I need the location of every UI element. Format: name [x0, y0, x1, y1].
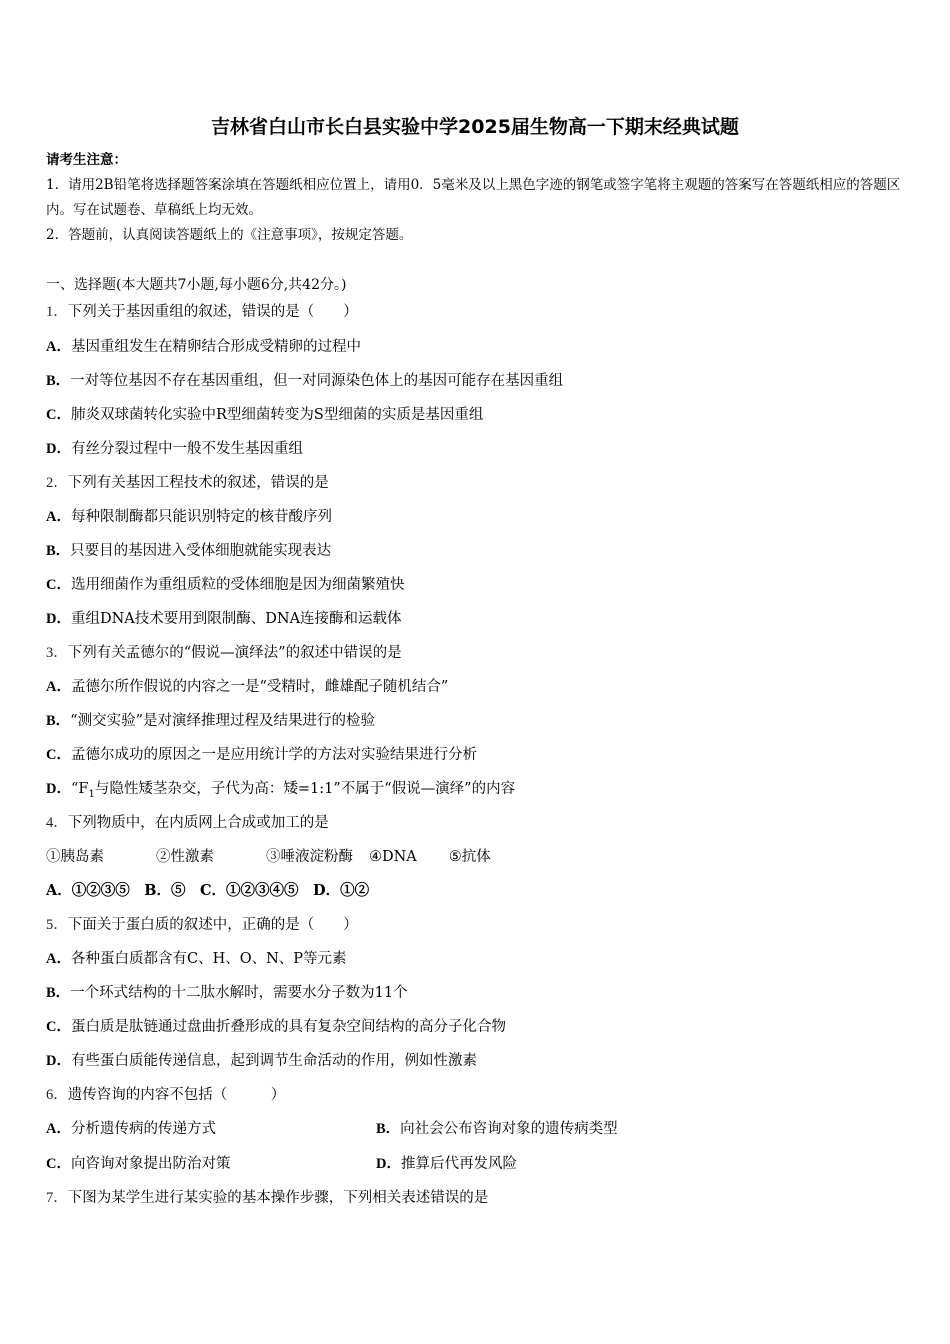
notice-item-1: 1．请用2B铅笔将选择题答案涂填在答题纸相应位置上，请用0．5毫米及以上黑色字迹的钢笔或签字笔将主观题的答案写在答题纸相应的答题区内。写在试题卷、草稿纸上均无效。 [46, 177, 901, 218]
option-text: 蛋白质是肽链通过盘曲折叠形成的具有复杂空间结构的高分子化合物 [70, 1019, 506, 1035]
question-number: 2． [46, 475, 68, 491]
item-3: ③唾液淀粉酶 [266, 849, 353, 865]
question-3 [46, 641, 402, 662]
option-label: B． [46, 543, 71, 559]
option-label: B． [46, 985, 71, 1001]
question-2 [46, 471, 329, 492]
option-3a [46, 675, 448, 696]
question-stem: 下面关于蛋白质的叙述中，正确的是（ ） [67, 917, 358, 933]
option-label: D． [46, 1053, 71, 1069]
option-text: 每种限制酶都只能识别特定的核苷酸序列 [70, 509, 332, 525]
question-stem: 遗传咨询的内容不包括（ ） [67, 1087, 286, 1103]
document-title: 吉林省白山市长白县实验中学2025届生物高一下期末经典试题 [211, 116, 739, 138]
question-number: 6． [46, 1087, 68, 1103]
option-3d [46, 777, 515, 800]
option-text-pre: “F [70, 781, 89, 797]
option-3b [46, 709, 375, 730]
question-number: 1． [46, 304, 68, 320]
option-text: 有些蛋白质能传递信息，起到调节生命活动的作用，例如性激素 [70, 1053, 477, 1069]
option-1d [46, 437, 303, 458]
option-label: B． [376, 1121, 401, 1137]
option-text: 推算后代再发风险 [400, 1156, 517, 1172]
option-text: 选用细菌作为重组质粒的受体细胞是因为细菌繁殖快 [70, 577, 405, 593]
question-number: 7． [46, 1190, 68, 1206]
section-heading: 一、选择题(本大题共7小题,每小题6分,共42分。) [46, 277, 347, 293]
option-6a [46, 1117, 216, 1138]
question-4-items [46, 845, 491, 866]
item-1: ①胰岛素 [46, 849, 104, 865]
option-label: D． [46, 781, 71, 797]
option-label: A． [46, 509, 71, 525]
option-2d [46, 607, 402, 628]
option-label: D． [46, 611, 71, 627]
question-7 [46, 1186, 488, 1207]
option-6b [376, 1117, 618, 1138]
option-label: A． [46, 951, 71, 967]
option-5a [46, 947, 347, 968]
item-2: ②性激素 [156, 849, 214, 865]
option-5c [46, 1015, 506, 1036]
option-label: A． [46, 1121, 71, 1137]
option-text: 向咨询对象提出防治对策 [70, 1156, 231, 1172]
option-text: 孟德尔成功的原因之一是应用统计学的方法对实验结果进行分析 [70, 747, 477, 763]
option-text-subscript: 1 [88, 788, 95, 800]
question-4-answer-options: A．①②③⑤ B．⑤ C．①②③④⑤ D．①② [46, 882, 370, 899]
question-4 [46, 811, 329, 832]
option-label: C． [46, 1019, 71, 1035]
option-text: 一对等位基因不存在基因重组，但一对同源染色体上的基因可能存在基因重组 [70, 373, 564, 389]
option-2c [46, 573, 404, 594]
option-text: 分析遗传病的传递方式 [70, 1121, 216, 1137]
option-text: 基因重组发生在精卵结合形成受精卵的过程中 [70, 339, 361, 355]
option-3c [46, 743, 477, 764]
option-5b [46, 981, 408, 1002]
option-text: 只要目的基因进入受体细胞就能实现表达 [70, 543, 332, 559]
notice-heading: 请考生注意： [46, 152, 127, 168]
option-label: C． [46, 407, 71, 423]
question-number: 5． [46, 917, 68, 933]
option-2a [46, 505, 332, 526]
option-1c [46, 403, 483, 424]
question-1 [46, 300, 358, 321]
notice-item-2: 2．答题前，认真阅读答题纸上的《注意事项》，按规定答题。 [46, 227, 413, 243]
option-text: 有丝分裂过程中一般不发生基因重组 [70, 441, 303, 457]
option-label: A． [46, 679, 71, 695]
option-2b [46, 539, 331, 560]
option-6d [376, 1152, 517, 1173]
notice-block [46, 148, 906, 248]
item-4: ④DNA [369, 849, 417, 865]
option-6c [46, 1152, 230, 1173]
option-text: 孟德尔所作假说的内容之一是“受精时，雌雄配子随机结合” [70, 679, 449, 695]
question-stem: 下图为某学生进行某实验的基本操作步骤，下列相关表述错误的是 [67, 1190, 489, 1206]
option-1a [46, 335, 361, 356]
option-text: “测交实验”是对演绎推理过程及结果进行的检验 [70, 713, 375, 729]
question-stem: 下列有关孟德尔的“假说—演绎法”的叙述中错误的是 [67, 645, 402, 661]
option-text: 重组DNA技术要用到限制酶、DNA连接酶和运载体 [70, 611, 402, 627]
option-label: C． [46, 1156, 71, 1172]
option-label: B． [46, 713, 71, 729]
option-text-post: 与隐性矮茎杂交，子代为高：矮=1:1”不属于“假说—演绎”的内容 [94, 781, 516, 797]
option-label: A． [46, 339, 71, 355]
option-5d [46, 1049, 477, 1070]
question-stem: 下列有关基因工程技术的叙述，错误的是 [67, 475, 329, 491]
option-text: 向社会公布咨询对象的遗传病类型 [400, 1121, 618, 1137]
question-number: 4． [46, 815, 68, 831]
question-stem: 下列关于基因重组的叙述，错误的是（ ） [67, 304, 358, 320]
option-label: D． [376, 1156, 401, 1172]
option-label: B． [46, 373, 71, 389]
option-text: 肺炎双球菌转化实验中R型细菌转变为S型细菌的实质是基因重组 [70, 407, 484, 423]
option-label: C． [46, 747, 71, 763]
question-5 [46, 913, 358, 934]
option-text: 各种蛋白质都含有C、H、O、N、P等元素 [70, 951, 347, 967]
option-label: D． [46, 441, 71, 457]
item-5: ⑤抗体 [448, 849, 491, 865]
option-text: 一个环式结构的十二肽水解时，需要水分子数为11个 [70, 985, 408, 1001]
option-1b [46, 369, 563, 390]
question-6 [46, 1083, 285, 1104]
option-label: C． [46, 577, 71, 593]
question-stem: 下列物质中，在内质网上合成或加工的是 [67, 815, 329, 831]
question-number: 3． [46, 645, 68, 661]
